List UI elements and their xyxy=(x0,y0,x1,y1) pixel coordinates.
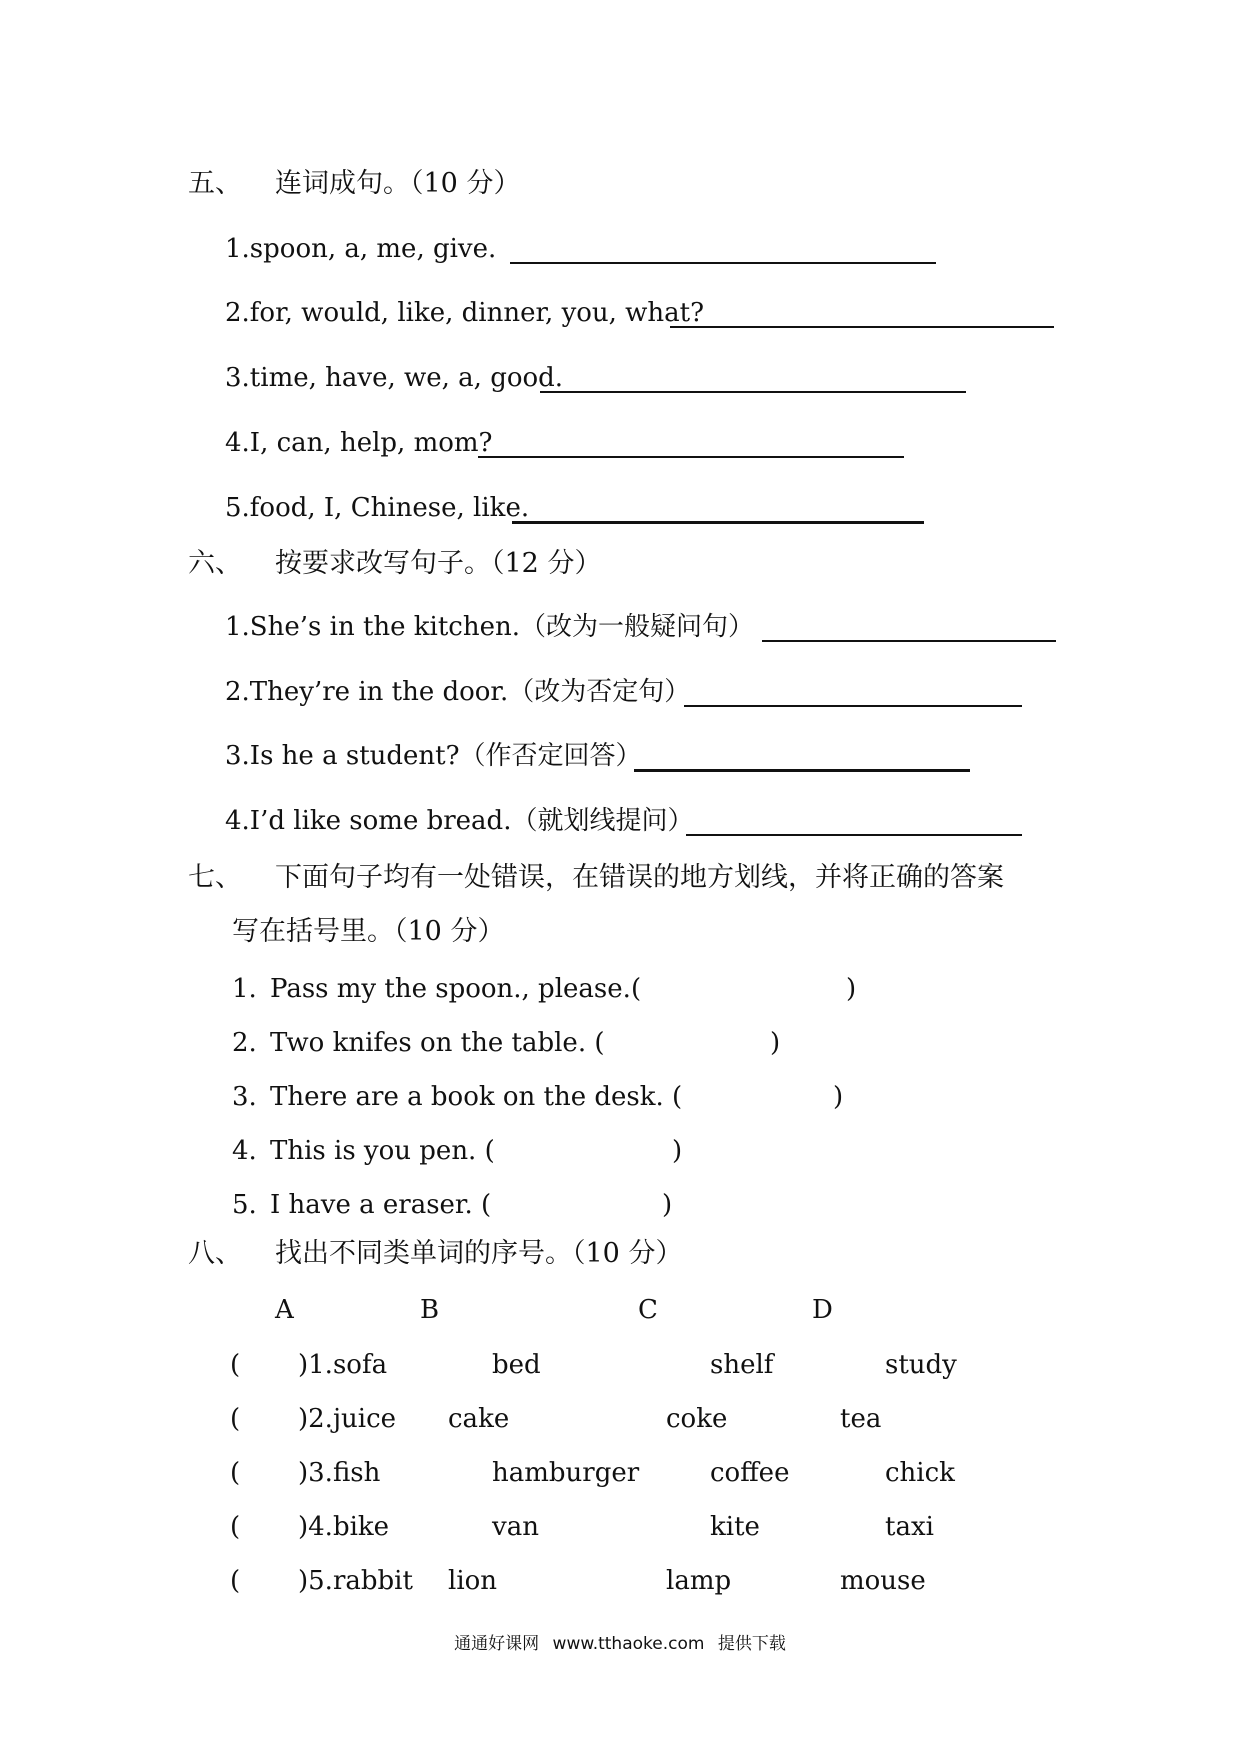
s8-row-3-option-c: coffee xyxy=(710,1458,790,1488)
s8-row-2-option-b: cake xyxy=(448,1404,510,1434)
s7-item-2-text: Two knifes on the table. ( xyxy=(270,1028,605,1058)
s8-row-4-option-a: )4.bike xyxy=(298,1512,390,1542)
section-7-number: 七、 xyxy=(188,862,242,893)
s5-answer-blank-3[interactable] xyxy=(540,391,966,393)
s7-item-1-number: 1. xyxy=(232,974,257,1004)
s7-item-1-open-paren: ( xyxy=(631,974,642,1004)
section-6-title: 按要求改写句子。（12 分） xyxy=(275,548,602,579)
s8-row-1-option-a: )1.sofa xyxy=(298,1350,388,1380)
s7-item-5-close-paren: ) xyxy=(662,1190,673,1220)
s8-row-3-option-d: chick xyxy=(885,1458,955,1488)
s7-item-5-text: I have a eraser. ( xyxy=(270,1190,492,1220)
s5-item-2: 2.for, would, like, dinner, you, what? xyxy=(225,298,705,328)
s5-item-4: 4.I, can, help, mom? xyxy=(225,428,493,458)
s5-answer-blank-2[interactable] xyxy=(670,326,1054,328)
footer-note: 提供下载 xyxy=(717,1634,786,1654)
section-8-title: 找出不同类单词的序号。（10 分） xyxy=(275,1238,683,1269)
page-footer xyxy=(0,1636,1240,1653)
s8-row-2-open-paren: ( xyxy=(230,1404,241,1434)
s5-answer-blank-4[interactable] xyxy=(478,456,904,458)
section-6-number: 六、 xyxy=(188,548,242,579)
s6-item-1: 1.She’s in the kitchen.（改为一般疑问句） xyxy=(225,612,755,642)
s6-answer-blank-4[interactable] xyxy=(686,834,1022,836)
s6-answer-blank-3[interactable] xyxy=(634,769,970,772)
s7-item-4-text: This is you pen. ( xyxy=(270,1136,495,1166)
s8-row-5-open-paren: ( xyxy=(230,1566,241,1596)
s5-answer-blank-5[interactable] xyxy=(512,521,924,524)
s6-answer-blank-1[interactable] xyxy=(762,640,1056,642)
s8-row-3-option-a: )3.fish xyxy=(298,1458,381,1488)
s8-row-5-option-d: mouse xyxy=(840,1566,926,1596)
s5-item-3: 3.time, have, we, a, good. xyxy=(225,363,564,393)
s8-row-1-option-c: shelf xyxy=(710,1350,774,1380)
s8-row-1-option-b: bed xyxy=(492,1350,541,1380)
s7-item-3-close-paren: ) xyxy=(833,1082,844,1112)
s8-row-2-option-a: )2.juice xyxy=(298,1404,397,1434)
section-7-title-line-1: 下面句子均有一处错误，在错误的地方划线，并将正确的答案 xyxy=(275,862,1004,893)
s6-item-2: 2.They’re in the door.（改为否定句） xyxy=(225,677,691,707)
s7-item-4-number: 4. xyxy=(232,1136,257,1166)
s8-row-4-option-d: taxi xyxy=(885,1512,934,1542)
s8-row-3-open-paren: ( xyxy=(230,1458,241,1488)
s8-header-a: A xyxy=(275,1295,294,1325)
section-7-title-line-2: 写在括号里。（10 分） xyxy=(232,916,505,947)
s7-item-3-number: 3. xyxy=(232,1082,257,1112)
s8-row-5-option-a: )5.rabbit xyxy=(298,1566,413,1596)
s8-row-1-open-paren: ( xyxy=(230,1350,241,1380)
section-5-number: 五、 xyxy=(188,168,242,199)
s5-item-1: 1.spoon, a, me, give. xyxy=(225,234,497,264)
s8-row-4-option-b: van xyxy=(492,1512,539,1542)
s8-row-1-option-d: study xyxy=(885,1350,957,1380)
s8-row-4-option-c: kite xyxy=(710,1512,760,1542)
s8-header-b: B xyxy=(420,1295,440,1325)
section-5-title: 连词成句。（10 分） xyxy=(275,168,521,199)
s8-row-4-open-paren: ( xyxy=(230,1512,241,1542)
s7-item-2-close-paren: ) xyxy=(770,1028,781,1058)
s7-item-5-number: 5. xyxy=(232,1190,257,1220)
s5-item-5: 5.food, I, Chinese, like. xyxy=(225,493,530,523)
s7-item-2-number: 2. xyxy=(232,1028,257,1058)
s8-row-5-option-b: lion xyxy=(448,1566,498,1596)
section-8-number: 八、 xyxy=(188,1238,242,1269)
footer-url[interactable]: www.tthaoke.com xyxy=(552,1634,705,1654)
s8-header-c: C xyxy=(638,1295,658,1325)
s7-item-1-close-paren: ) xyxy=(846,974,857,1004)
s7-item-1-text: Pass my the spoon., please. xyxy=(270,974,631,1004)
s7-item-4-close-paren: ) xyxy=(672,1136,683,1166)
s5-answer-blank-1[interactable] xyxy=(510,262,936,264)
s8-row-5-option-c: lamp xyxy=(666,1566,732,1596)
s8-row-3-option-b: hamburger xyxy=(492,1458,640,1488)
s6-answer-blank-2[interactable] xyxy=(684,705,1022,707)
footer-site-name: 通通好课网 xyxy=(454,1634,540,1654)
s6-item-3: 3.Is he a student?（作否定回答） xyxy=(225,741,642,771)
s6-item-4: 4.I’d like some bread.（就划线提问） xyxy=(225,806,694,836)
s8-row-2-option-c: coke xyxy=(666,1404,728,1434)
s8-header-d: D xyxy=(812,1295,833,1325)
s7-item-3-text: There are a book on the desk. ( xyxy=(270,1082,683,1112)
s8-row-2-option-d: tea xyxy=(840,1404,882,1434)
